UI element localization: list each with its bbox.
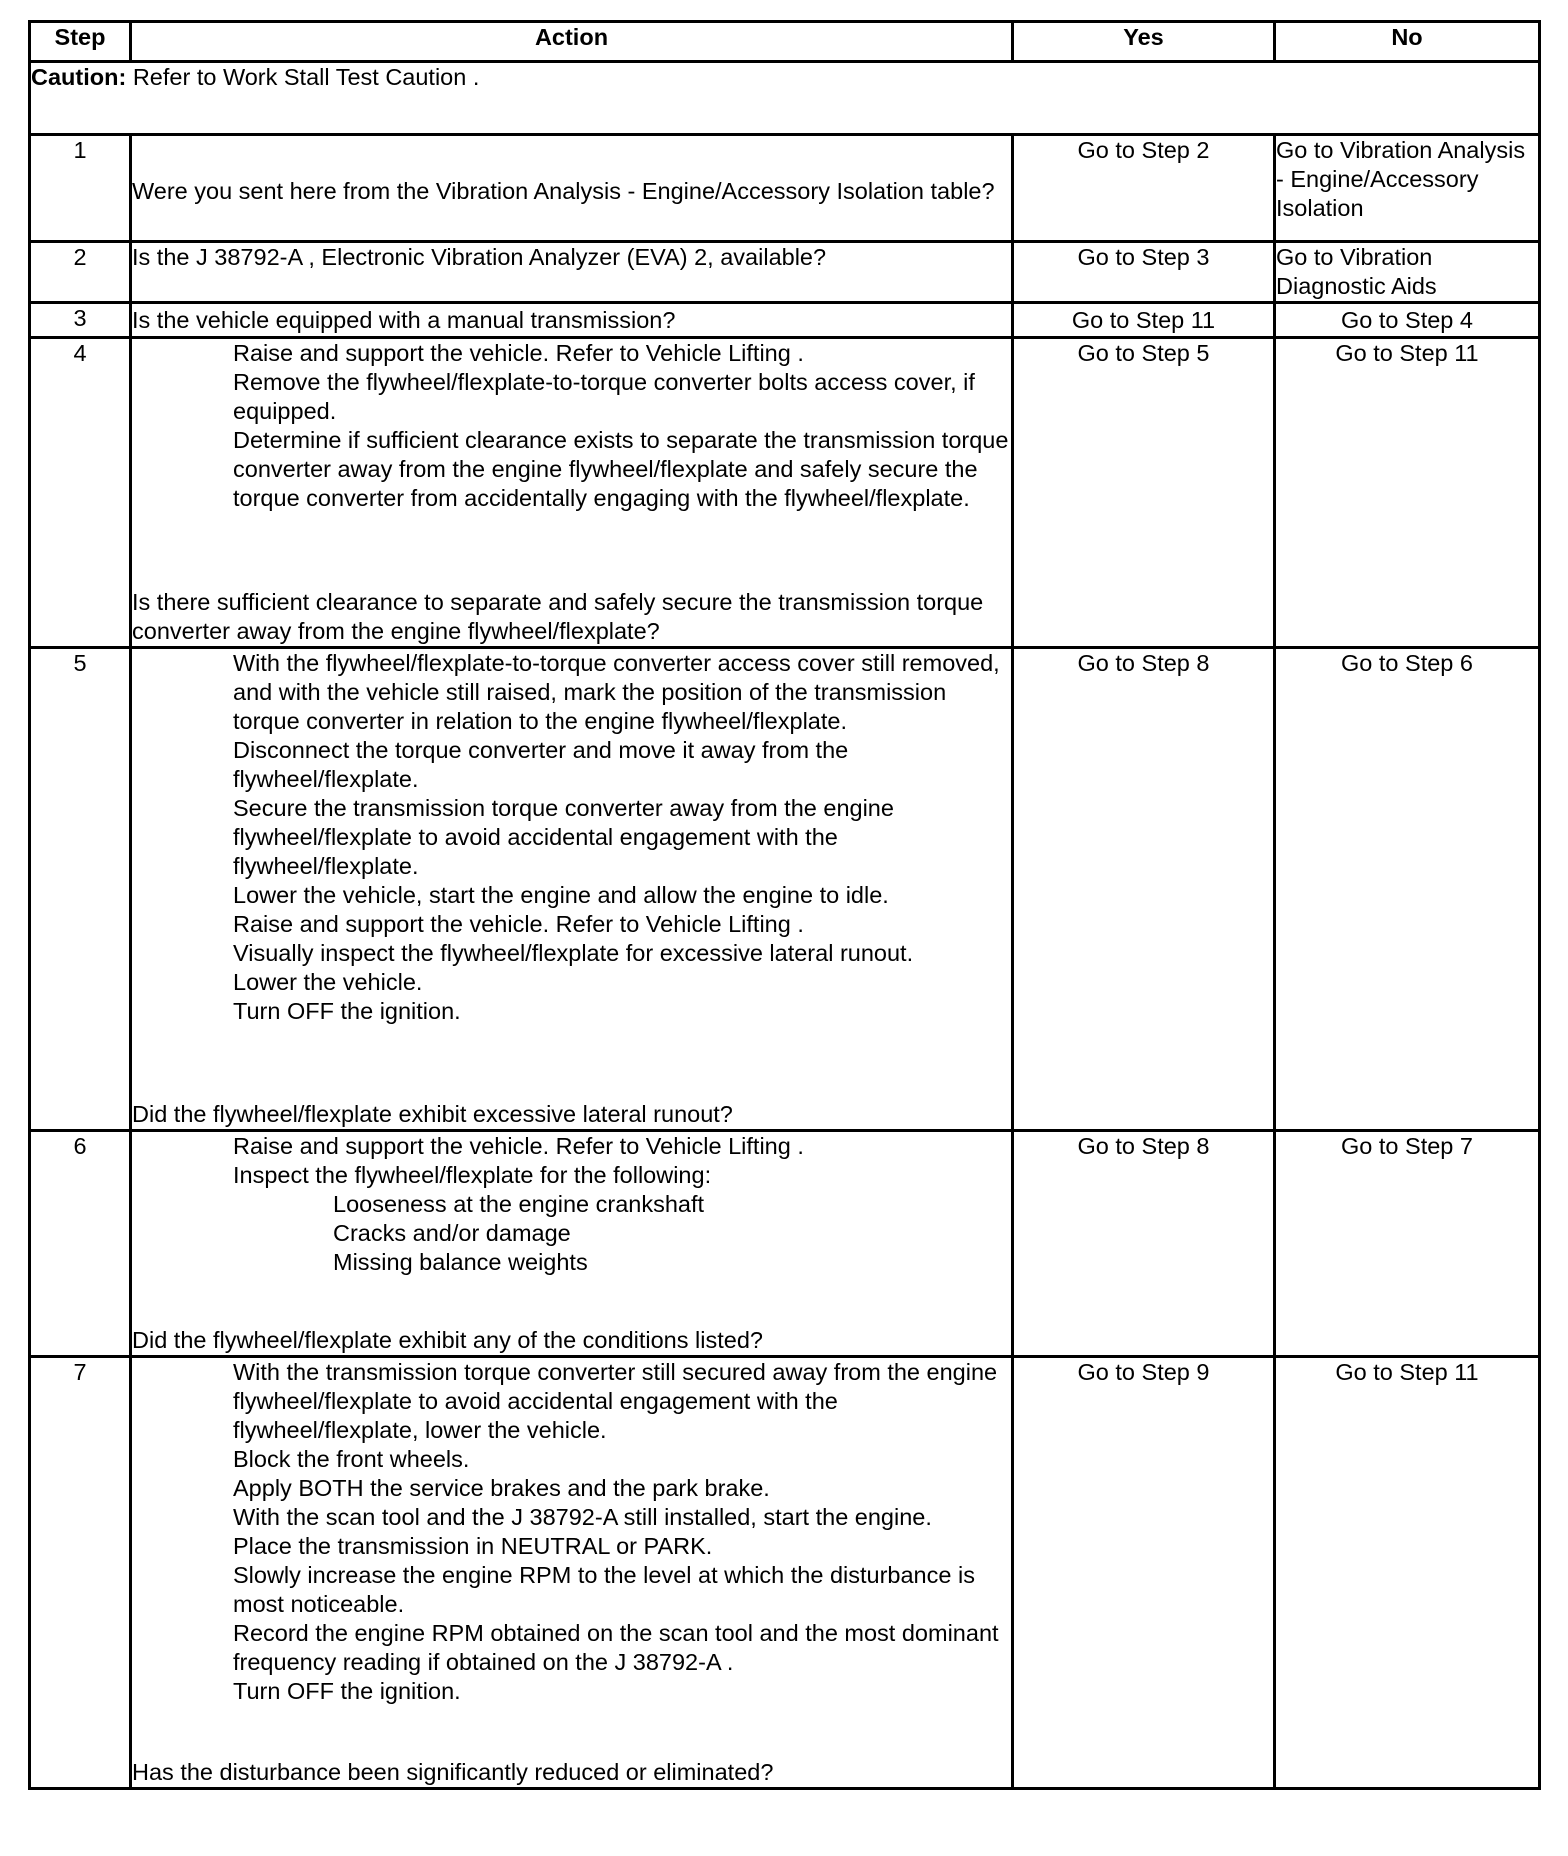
question-text: Did the flywheel/flexplate exhibit any of the conditions listed? [132, 1327, 763, 1353]
question-text: Has the disturbance been significantly reduced or eliminated? [132, 1759, 774, 1785]
question-text: Were you sent here from the Vibration Analysis - Engine/Accessory Isolation table? [132, 177, 995, 204]
instruction-item: Raise and support the vehicle. Refer to Vehicle Lifting . [233, 1133, 804, 1159]
table-row [30, 303, 1540, 338]
step-number: 6 [30, 1131, 131, 1357]
yes-cell: Go to Step 9 [1013, 1357, 1275, 1789]
action-content [132, 1358, 1011, 1787]
instruction-item: Inspect the flywheel/flexplate for the following: [233, 1162, 712, 1188]
question-text: Is there sufficient clearance to separate and safely secure the transmission torque converter away from the engine flywheel/flexplate? [132, 589, 984, 644]
instruction-item: Turn OFF the ignition. [233, 998, 461, 1024]
no-cell: Go to Step 11 [1275, 1357, 1540, 1789]
header-no: No [1275, 22, 1540, 62]
instruction-item: Turn OFF the ignition. [233, 1678, 461, 1704]
table-row [30, 338, 1540, 648]
yes-cell: Go to Step 11 [1013, 303, 1275, 338]
table-row [30, 1357, 1540, 1789]
action-content [132, 1132, 1011, 1355]
action-cell [131, 648, 1013, 1131]
instruction-item: Raise and support the vehicle. Refer to Vehicle Lifting . [233, 340, 804, 366]
no-cell: Go to Step 6 [1275, 648, 1540, 1131]
yes-cell: Go to Step 2 [1013, 135, 1275, 242]
yes-cell: Go to Step 3 [1013, 242, 1275, 303]
table-row [30, 242, 1540, 303]
instruction-item: Visually inspect the flywheel/flexplate for excessive lateral runout. [233, 940, 914, 966]
caution-row [30, 62, 1540, 135]
instruction-item: Slowly increase the engine RPM to the level at which the disturbance is most noticeable. [233, 1562, 975, 1617]
action-cell [131, 1357, 1013, 1789]
yes-cell: Go to Step 8 [1013, 1131, 1275, 1357]
header-row [30, 22, 1540, 62]
instruction-list [132, 1132, 1011, 1277]
instruction-item: Raise and support the vehicle. Refer to Vehicle Lifting . [233, 911, 804, 937]
instruction-item: With the flywheel/flexplate-to-torque converter access cover still removed, and with the vehicle still raised, mark the position of the transmission torque converter in relation to the engine flywheel/flexplate. [233, 650, 1000, 734]
instruction-list [132, 1358, 1011, 1706]
sub-item: Cracks and/or damage [333, 1220, 571, 1246]
table-row [30, 135, 1540, 242]
no-cell: Go to Step 4 [1275, 303, 1540, 338]
instruction-item: Lower the vehicle, start the engine and allow the engine to idle. [233, 882, 889, 908]
instruction-list [132, 649, 1011, 1026]
yes-cell: Go to Step 8 [1013, 648, 1275, 1131]
question-text: Did the flywheel/flexplate exhibit excessive lateral runout? [132, 1101, 733, 1127]
action-cell [131, 242, 1013, 303]
instruction-item: Lower the vehicle. [233, 969, 423, 995]
header-yes: Yes [1013, 22, 1275, 62]
instruction-item: Determine if sufficient clearance exists to separate the transmission torque converter away from the engine flywheel/flexplate and safely secure the torque converter from accidentally engaging with the flywheel/flexplate. [233, 427, 1009, 511]
instruction-item: With the transmission torque converter still secured away from the engine flywheel/flexplate to avoid accidental engagement with the flywheel/flexplate, lower the vehicle. [233, 1359, 998, 1443]
action-cell [131, 338, 1013, 648]
action-content [132, 339, 1011, 646]
action-cell [131, 135, 1013, 242]
no-cell: Go to Step 7 [1275, 1131, 1540, 1357]
action-content [132, 649, 1011, 1129]
sub-item: Missing balance weights [333, 1249, 588, 1275]
question-text: Is the J 38792-A , Electronic Vibration Analyzer (EVA) 2, available? [132, 244, 827, 270]
caution-text: Refer to Work Stall Test Caution . [126, 64, 480, 90]
instruction-item: Apply BOTH the service brakes and the park brake. [233, 1475, 770, 1501]
step-number: 3 [30, 303, 131, 338]
no-cell: Go to Vibration Analysis - Engine/Accessory Isolation [1275, 135, 1540, 242]
instruction-item: Block the front wheels. [233, 1446, 470, 1472]
instruction-item: Remove the flywheel/flexplate-to-torque converter bolts access cover, if equipped. [233, 369, 975, 424]
yes-cell: Go to Step 5 [1013, 338, 1275, 648]
instruction-item: Secure the transmission torque converter away from the engine flywheel/flexplate to avoid accidental engagement with the flywheel/flexplate. [233, 795, 894, 879]
table-row [30, 1131, 1540, 1357]
instruction-item: Place the transmission in NEUTRAL or PARK. [233, 1533, 713, 1559]
step-number: 2 [30, 242, 131, 303]
caution-label: Caution: [31, 64, 127, 90]
step-number: 4 [30, 338, 131, 648]
action-cell [131, 1131, 1013, 1357]
instruction-item: With the scan tool and the J 38792-A still installed, start the engine. [233, 1504, 932, 1530]
instruction-item: Record the engine RPM obtained on the scan tool and the most dominant frequency reading if obtained on the J 38792-A . [233, 1620, 999, 1675]
no-cell: Go to Vibration Diagnostic Aids [1275, 242, 1540, 303]
question-text: Is the vehicle equipped with a manual transmission? [132, 306, 676, 333]
step-number: 1 [30, 135, 131, 242]
no-cell: Go to Step 11 [1275, 338, 1540, 648]
sub-item: Looseness at the engine crankshaft [333, 1191, 705, 1217]
diagnostic-table [28, 20, 1541, 1790]
step-number: 5 [30, 648, 131, 1131]
instruction-list [132, 339, 1011, 513]
caution-cell [30, 62, 1540, 135]
action-cell [131, 303, 1013, 338]
instruction-item: Disconnect the torque converter and move it away from the flywheel/flexplate. [233, 737, 849, 792]
header-action: Action [131, 22, 1013, 62]
step-number: 7 [30, 1357, 131, 1789]
table-row [30, 648, 1540, 1131]
header-step: Step [30, 22, 131, 62]
